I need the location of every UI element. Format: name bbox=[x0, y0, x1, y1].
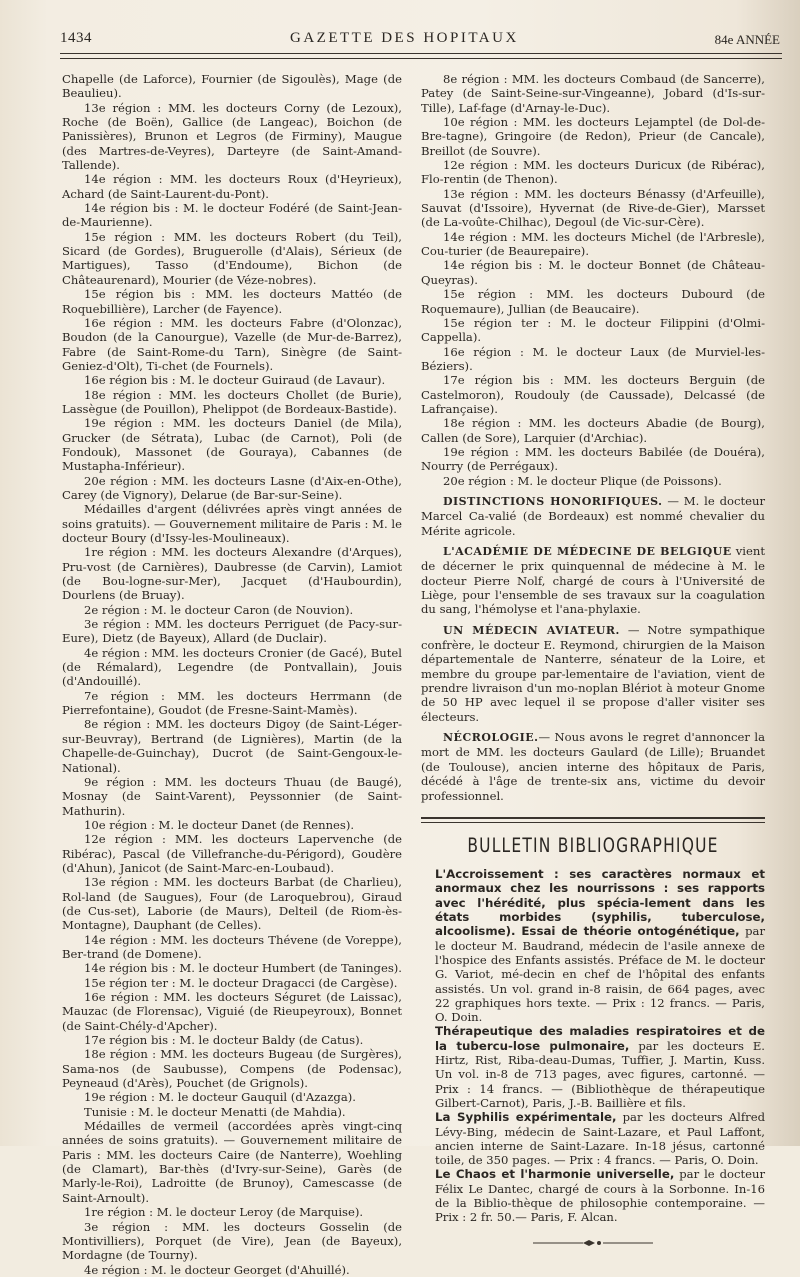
header-rule-bottom bbox=[60, 58, 782, 59]
bibliography-entry bbox=[421, 867, 765, 1024]
medal-paragraph: 4e région : MM. les docteurs Cronier (de Gacé), Butel (de Rémalard), Legendre (de Pontvallain), Jouis (d'Andouillé). bbox=[62, 645, 402, 689]
bibliography-entry bbox=[421, 1110, 765, 1167]
news-heading: NÉCROLOGIE. bbox=[443, 731, 539, 745]
medal-paragraph: 3e région : MM. les docteurs Gosselin (de Montivilliers), Porquet (de Vire), Jean (de Bayeux), Mordagne (de Tourny). bbox=[62, 1219, 402, 1263]
medal-paragraph: 15e région ter : M. le docteur Dragacci (de Cargèse). bbox=[84, 975, 398, 990]
page-number: 1434 bbox=[60, 30, 92, 46]
medal-paragraph: 15e région ter : M. le docteur Filippini (d'Olmi-Cappella). bbox=[421, 315, 765, 345]
medal-paragraph: 8e région : MM. les docteurs Digoy (de Saint-Léger-sur-Beuvray), Bertrand (de Lignières), Martin (de la Chapelle-de-Guinchay), Ducrot (de Saint-Gengoux-le-National). bbox=[62, 717, 402, 775]
right-column bbox=[421, 72, 765, 1247]
medal-paragraph: 15e région : MM. les docteurs Dubourd (de Roquemaure), Jullian (de Beaucaire). bbox=[421, 287, 765, 316]
medal-paragraph: 18e région : MM. les docteurs Chollet (de Burie), Lassègue (de Pouillon), Phelippot (de Bordeaux-Bastide). bbox=[62, 387, 402, 416]
book-title: Le Chaos et l'harmonie universelle, bbox=[435, 1167, 675, 1182]
medal-paragraph: 1re région : MM. les docteurs Alexandre (d'Arques), Pru-vost (de Carnières), Daubresse (de Carvin), Lamiot (de Bou-logne-sur-Mer), Jacquet (d'Haubourdin), Dourlens (de Bruay). bbox=[62, 545, 402, 603]
medal-paragraph: 12e région : MM. les docteurs Duricux (de Ribérac), Flo-rentin (de Thenon). bbox=[421, 158, 765, 187]
medal-list-continued bbox=[421, 72, 765, 488]
news-text: vient de décerner le prix quinquennal de médecine à M. le docteur Pierre Nolf, chargé de cours à l'Université de Liège, pour l'ensemble de ses travaux sur la coagulation du sang, l'hémolyse et l'ana-phylaxie. bbox=[421, 544, 766, 617]
medal-paragraph: Tunisie : M. le docteur Menatti (de Mahdia). bbox=[84, 1104, 346, 1119]
bibliography-entries bbox=[421, 867, 765, 1224]
medal-paragraph: 13e région : MM. les docteurs Barbat (de Charlieu), Rol-land (de Saugues), Four (de Laroquebrou), Giraud (de Cus-set), Laborie (de Maurs), Delteil (de Riom-ès-Montagne), Dauphant (de Celles). bbox=[62, 875, 402, 933]
news-heading: UN MÉDECIN AVIATEUR. bbox=[443, 623, 620, 637]
medal-paragraph: 16e région : MM. les docteurs Fabre (d'Olonzac), Boudon (de la Canourgue), Vazelle (de Mur-de-Barrez), Fabre (de Saint-Rome-du Tarn), Sinègre (de Saint-Geniez-d'Olt), Ti-chet (de Fournels). bbox=[62, 315, 402, 373]
medal-paragraph: Médailles de vermeil (accordées après vingt-cinq années de soins gratuits). — Gouvernement militaire de Paris : MM. les docteurs Caire (de Nanterre), Woehling (de Clamart), Bar-thès (d'Ivry-sur-Seine), Garès (de Marly-le-Roi), Ladroitte (de Brunoy), Camescasse (de Saint-Arnoult). bbox=[62, 1119, 402, 1205]
news-item bbox=[421, 544, 765, 617]
book-details: par les docteurs E. Hirtz, Rist, Riba-deau-Dumas, Tuffier, J. Martin, Kuss. Un vol. in-8 de 713 pages, avec figures, cartonné. — Prix : 14 francs. — (Bibliothèque de thérapeutique Gilbert-Carnot), Paris, J.-B. Baillière et fils. bbox=[435, 1038, 765, 1110]
medal-paragraph: 13e région : MM. les docteurs Bénassy (d'Arfeuille), Sauvat (d'Issoire), Hyvernat (de Rive-de-Gier), Marsset (de La-voûte-Chilhac), Degoul (de Vic-sur-Cère). bbox=[421, 186, 765, 230]
medal-paragraph: Chapelle (de Laforce), Fournier (de Sigoulès), Mage (de Beaulieu). bbox=[62, 72, 402, 101]
journal-title: GAZETTE DES HOPITAUX bbox=[290, 30, 519, 46]
news-text: — M. le docteur Marcel Ca-valié (de Bordeaux) est nommé chevalier du Mérite agricole. bbox=[421, 493, 765, 538]
medal-paragraph: 18e région : MM. les docteurs Bugeau (de Surgères), Sama-nos (de Saubusse), Compens (de Podensac), Peyneaud (d'Arès), Pouchet (de Grignols). bbox=[62, 1047, 402, 1091]
medal-paragraph: 19e région : MM. les docteurs Babilée (de Douéra), Nourry (de Perrégaux). bbox=[421, 444, 765, 474]
book-details: par le docteur M. Baudrand, médecin de l'asile annexe de l'hospice des Enfants assistés. Préface de M. le docteur G. Variot, mé-decin en chef de l'hôpital des enfants assistés. Un vol. grand in-8 raisin, de 664 pages, avec 22 graphiques hors texte. — Prix : 12 francs. — Paris, O. Doin. bbox=[435, 924, 765, 1025]
header-rule-top bbox=[60, 53, 782, 54]
book-title: L'Accroissement : ses caractères normaux et anormaux chez les nourrissons : ses rapports avec l'hérédité, plus spécia-lement dans les états morbides (syphilis, tuberculose, alcoolisme). Essai de théorie ontogénétique, bbox=[435, 867, 765, 939]
medal-paragraph: 2e région : M. le docteur Caron (de Nouvion). bbox=[84, 602, 354, 617]
medal-paragraph: 14e région : MM. les docteurs Thévene (de Voreppe), Ber-trand (de Domene). bbox=[62, 932, 402, 961]
book-title: Thérapeutique des maladies respiratoires et de la tubercu-lose pulmonaire, bbox=[435, 1024, 765, 1053]
medal-paragraph: 10e région : M. le docteur Danet (de Rennes). bbox=[84, 817, 355, 832]
news-items bbox=[421, 494, 765, 803]
medal-paragraph: 3e région : MM. les docteurs Perriguet (de Pacy-sur-Eure), Dietz (de Bayeux), Allard (de Duclair). bbox=[62, 617, 402, 646]
medal-paragraph: 8e région : MM. les docteurs Combaud (de Sancerre), Patey (de Saint-Seine-sur-Vingeanne), Jobard (d'Is-sur-Tille), Laf-fage (d'Arnay-le-Duc). bbox=[421, 72, 765, 115]
medal-paragraph: 7e région : MM. les docteurs Herrmann (de Pierrefontaine), Goudot (de Fresne-Saint-Mamès). bbox=[62, 688, 402, 718]
medal-paragraph: 9e région : MM. les docteurs Thuau (de Baugé), Mosnay (de Saint-Varent), Peyssonnier (de Saint-Mathurin). bbox=[62, 774, 402, 818]
medal-paragraph: 15e région bis : MM. les docteurs Mattéo (de Roquebillière), Larcher (de Fayence). bbox=[62, 287, 402, 316]
medal-paragraph: 13e région : MM. les docteurs Corny (de Lezoux), Roche (de Boën), Gallice (de Langeac), Boichon (de Panissières), Brunon et Legros (de Firminy), Maugue (des Martres-de-Veyres), Darteyre (de Saint-Amand-Tallende). bbox=[62, 100, 402, 173]
bibliography-entry bbox=[421, 1167, 765, 1224]
book-details: par le docteur Félix Le Dantec, chargé de cours à la Sorbonne. In-16 de la Biblio-thèque de philosophie contemporaine. — Prix : 2 fr. 50.— Paris, F. Alcan. bbox=[435, 1167, 765, 1225]
bulletin-title: BULLETIN BIBLIOGRAPHIQUE bbox=[467, 834, 719, 858]
book-details: par les docteurs Alfred Lévy-Bing, médecin de Saint-Lazare, et Paul Laffont, ancien interne de Saint-Lazare. In-18 jésus, cartonné toile, de 350 pages. — Prix : 4 francs. — Paris, O. Doin. bbox=[435, 1110, 765, 1168]
medal-paragraph: 14e région : MM. les docteurs Roux (d'Heyrieux), Achard (de Saint-Laurent-du-Pont). bbox=[62, 172, 402, 201]
news-item bbox=[421, 623, 765, 724]
page-header bbox=[60, 30, 780, 52]
book-title: La Syphilis expérimentale, bbox=[435, 1110, 617, 1125]
section-divider bbox=[421, 817, 765, 823]
medal-paragraph: 12e région : MM. les docteurs Lapervenche (de Ribérac), Pascal (de Villefranche-du-Périgord), Goudère (d'Ahun), Janicot (de Saint-Marc-en-Loubaud). bbox=[62, 832, 402, 875]
medal-paragraph: 4e région : M. le docteur Georget (d'Ahuillé). bbox=[84, 1262, 350, 1277]
medal-paragraph: 14e région bis : M. le docteur Fodéré (de Saint-Jean-de-Maurienne). bbox=[62, 201, 402, 230]
medal-paragraph: 14e région bis : M. le docteur Bonnet (de Château-Queyras). bbox=[421, 258, 765, 287]
medal-paragraph: 17e région bis : M. le docteur Baldy (de Catus). bbox=[84, 1033, 364, 1048]
end-ornament bbox=[533, 1239, 653, 1247]
news-item bbox=[421, 494, 765, 538]
medal-paragraph: 17e région bis : MM. les docteurs Berguin (de Castelmoron), Roudouly (de Caussade), Delcassé (de Lafrançaise). bbox=[421, 373, 765, 416]
medal-paragraph: 14e région : MM. les docteurs Michel (de l'Arbresle), Cou-turier (de Beaurepaire). bbox=[421, 229, 765, 259]
medal-paragraph: 10e région : MM. les docteurs Lejamptel (de Dol-de-Bre-tagne), Gringoire (de Redon), Prieur (de Cancale), Breillot (de Souvre). bbox=[421, 115, 765, 158]
bibliography-entry bbox=[421, 1024, 765, 1110]
medal-paragraph: 19e région : M. le docteur Gauquil (d'Azazga). bbox=[84, 1090, 356, 1105]
medal-paragraph: 16e région : M. le docteur Laux (de Murviel-les-Béziers). bbox=[421, 344, 765, 373]
medal-paragraph: 15e région : MM. les docteurs Robert (du Teil), Sicard (de Gordes), Bruguerolle (d'Alais), Sérieux (de Martigues), Tasso (d'Endoume), Bichon (de Châteaurenard), Mourier (de Véze-nobres). bbox=[62, 229, 402, 287]
medal-paragraph: 19e région : MM. les docteurs Daniel (de Mila), Grucker (de Sétrata), Lubac (de Carnot), Poli (de Fondouk), Massonet (de Gouraya), Cabannes (de Mustapha-Inférieur). bbox=[62, 416, 402, 474]
medal-paragraph: 20e région : M. le docteur Plique (de Poissons). bbox=[443, 473, 722, 488]
news-text: — Notre sympathique confrère, le docteur E. Reymond, chirurgien de la Maison départementale de Nanterre, sénateur de la Loire, et membre du groupe par-lementaire de l'aviation, vient de prendre livraison d'un mo-noplan Blériot à moteur Gnome de 50 HP avec lequel il se propose d'aller visiter ses électeurs. bbox=[421, 622, 766, 724]
medal-paragraph: 20e région : MM. les docteurs Lasne (d'Aix-en-Othe), Carey (de Vignory), Delarue (de Bar-sur-Seine). bbox=[62, 473, 402, 502]
left-column bbox=[62, 72, 402, 1277]
medal-paragraph: 18e région : MM. les docteurs Abadie (de Bourg), Callen (de Sore), Larquier (d'Archiac). bbox=[421, 416, 765, 445]
journal-year: 84e ANNÉE bbox=[714, 32, 780, 47]
medal-paragraph: Médailles d'argent (délivrées après vingt années de soins gratuits). — Gouvernement militaire de Paris : M. le docteur Boury (d'Issy-les-Moulineaux). bbox=[62, 502, 402, 545]
medal-paragraph: 1re région : M. le docteur Leroy (de Marquise). bbox=[84, 1205, 364, 1220]
news-heading: DISTINCTIONS HONORIFIQUES. bbox=[443, 494, 663, 508]
news-text: — Nous avons le regret d'annoncer la mort de MM. les docteurs Gaulard (de Lille); Bruandet (de Toulouse), ancien interne des hôpitaux de Paris, décédé à l'âge de trente-six ans, victime du devoir professionnel. bbox=[421, 730, 765, 803]
news-heading: L'ACADÉMIE DE MÉDECINE DE BELGIQUE bbox=[443, 545, 732, 558]
medal-paragraph: 16e région : MM. les docteurs Séguret (de Laissac), Mauzac (de Florensac), Viguié (de Rieupeyroux), Bonnet (de Saint-Chély-d'Apcher). bbox=[62, 990, 402, 1033]
medal-paragraph: 16e région bis : M. le docteur Guiraud (de Lavaur). bbox=[84, 373, 386, 388]
medal-paragraph: 14e région bis : M. le docteur Humbert (de Taninges). bbox=[84, 961, 402, 976]
news-item bbox=[421, 730, 765, 803]
